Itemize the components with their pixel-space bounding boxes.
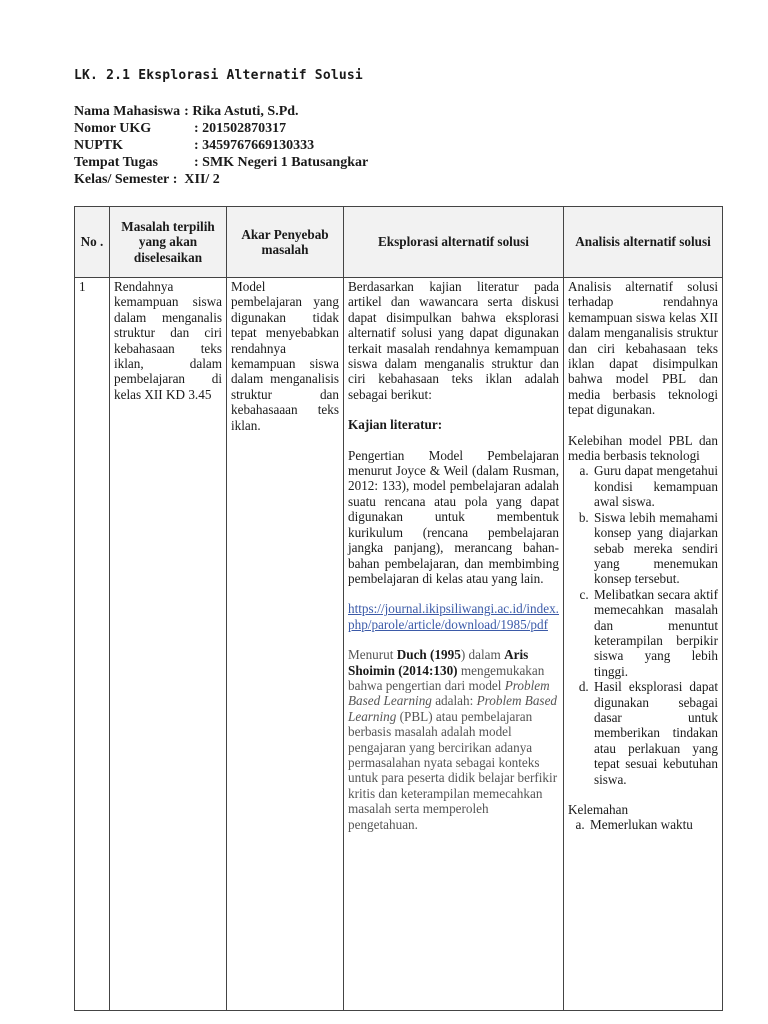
info-label: Nomor UKG — [74, 121, 152, 136]
kelebihan-list — [568, 463, 718, 787]
table-header-row — [75, 207, 723, 278]
info-value: : SMK Negeri 1 Batusangkar — [194, 155, 369, 170]
page-title: LK. 2.1 Eksplorasi Alternatif Solusi — [74, 68, 363, 83]
info-row-nomor-ukg — [74, 120, 368, 137]
kelemahan-heading: Kelemahan — [568, 802, 629, 817]
list-item: b. Siswa lebih memahami konsep yang diajarkan sebab mereka sendiri yang menemukan konsep tersebut. — [592, 510, 718, 587]
cell-analisis — [564, 278, 723, 1011]
header-analisis: Analisis alternatif solusi — [564, 207, 723, 278]
cell-masalah: Rendahnya kemampuan siswa dalam menganalis struktur dan ciri kebahasaan teks iklan, dalam pembelajaran di kelas XII KD 3.45 — [110, 278, 227, 1011]
list-item: d. Hasil eksplorasi dapat digunakan sebagai dasar untuk memberikan tindakan atau perlakuan yang tepat sesuai kebutuhan siswa. — [592, 679, 718, 787]
info-row-tempat-tugas — [74, 154, 368, 171]
info-label: NUPTK — [74, 138, 123, 153]
table-row — [75, 278, 723, 1011]
kajian-heading: Kajian literatur: — [348, 417, 443, 433]
info-value: : Rika Astuti, S.Pd. — [184, 104, 299, 119]
list-item: a. Memerlukan waktu — [588, 817, 718, 832]
student-info — [74, 103, 368, 188]
kelemahan-list — [568, 817, 718, 832]
pengertian-paragraph: Pengertian Model Pembelajaran menurut Joyce & Weil (dalam Rusman, 2012: 133), model pembelajaran adalah suatu rencana atau pola yang dapat digunakan untuk membentuk kurikulum (rencana pembelajaran jangka panjang), merancang bahan-bahan pembelajaran, dan membimbing pembelajaran di kelas atau yang lain. — [348, 447, 559, 586]
list-item: a. Guru dapat mengetahui kondisi kemampuan awal siswa. — [592, 463, 718, 509]
info-value: : XII/ 2 — [169, 172, 220, 187]
list-item: c. Melibatkan secara aktif memecahkan masalah dan menuntut keterampilan berpikir siswa yang lebih tinggi. — [592, 587, 718, 679]
cell-akar: Model pembelajaran yang digunakan tidak tepat menyebabkan rendahnya kemampuan siswa dalam menganalisis struktur dan kebahasaaan teks iklan. — [227, 278, 344, 1011]
info-value: : 3459767669130333 — [194, 138, 315, 153]
cell-eksplorasi — [344, 278, 564, 1011]
lk-table — [74, 206, 723, 1011]
journal-link[interactable]: https://journal.ikipsiliwangi.ac.id/index.php/parole/article/download/1985/pdf — [348, 601, 559, 632]
info-row-nuptk — [74, 137, 368, 154]
info-label: Kelas/ Semester — [74, 172, 170, 187]
header-akar: Akar Penyebab masalah — [227, 207, 344, 278]
header-eksplorasi: Eksplorasi alternatif solusi — [344, 207, 564, 278]
analisis-intro: Analisis alternatif solusi terhadap rendahnya kemampuan siswa kelas XII dalam menganalisis struktur dan ciri kebahasaan teks iklan dapat disimpulkan bahwa model PBL dan media berbasis teknologi tepat digunakan. — [568, 279, 718, 418]
info-row-nama — [74, 103, 368, 120]
pbl-paragraph: Menurut Duch (1995) dalam Aris Shoimin (2014:130) mengemukakan bahwa pengertian dari model Problem Based Learning adalah: Problem Based Learning (PBL) atau pembelajaran berbasis masalah adalah model pengajaran yang bercirikan adanya permasalahan nyata sebagai konteks untuk para peserta didik belajar berfikir kritis dan keterampilan memecahkan masalah serta memperoleh pengetahuan. — [348, 647, 558, 832]
header-no: No . — [75, 207, 110, 278]
info-label: Nama Mahasiswa — [74, 104, 181, 119]
cell-no: 1 — [75, 278, 110, 1011]
header-masalah: Masalah terpilih yang akan diselesaikan — [110, 207, 227, 278]
kelebihan-heading: Kelebihan model PBL dan media berbasis teknologi — [568, 432, 718, 464]
info-value: : 201502870317 — [194, 121, 287, 136]
info-label: Tempat Tugas — [74, 155, 158, 170]
info-row-kelas-semester — [74, 171, 368, 188]
eksplorasi-intro: Berdasarkan kajian literatur pada artikel dan wawancara serta diskusi dapat disimpulkan bahwa eksplorasi alternatif solusi yang dapat digunakan terkait masalah rendahnya kemampuan siswa dalam menganalis struktur dan ciri kebahasaan teks iklan adalah sebagai berikut: — [348, 279, 559, 402]
